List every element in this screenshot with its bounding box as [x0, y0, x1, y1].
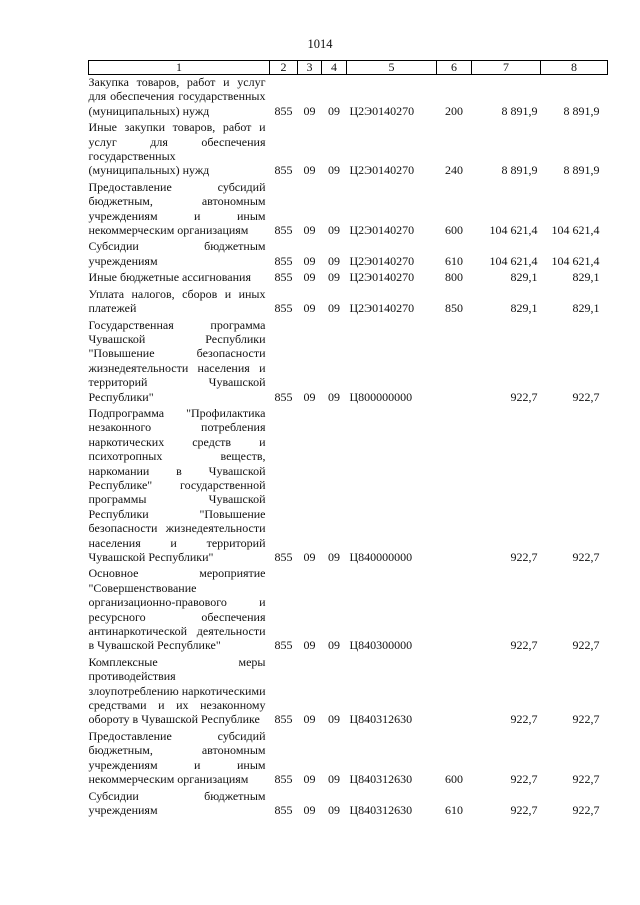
amount-col8-cell: 104 621,4	[551, 223, 600, 238]
amount-col8-cell: 922,7	[572, 802, 600, 817]
subsection-cell: 09	[328, 163, 340, 178]
amount-col8-cell: 8 891,9	[563, 163, 600, 178]
expense-type-cell: 610	[445, 253, 463, 268]
table-row	[89, 239, 608, 270]
row-name-cell: Предоставление субсидий бюджетным, автономным учреждениям и иным некоммерческим организациям	[88, 728, 266, 787]
subsection-cell: 09	[328, 301, 340, 316]
section-cell: 09	[303, 163, 316, 178]
gov-code-cell: 855	[274, 301, 293, 316]
amount-col7-cell: 922,7	[510, 772, 538, 787]
table-row	[89, 566, 608, 654]
amount-col7-cell: 104 621,4	[489, 253, 538, 268]
amount-col7-cell: 104 621,4	[489, 223, 538, 238]
section-cell: 09	[303, 550, 316, 564]
table-row	[89, 318, 608, 406]
section-cell: 09	[303, 772, 316, 787]
section-cell: 09	[303, 301, 316, 316]
table-row	[89, 120, 608, 180]
subsection-cell: 09	[328, 550, 340, 564]
column-header: 8	[541, 61, 608, 75]
target-article-cell: Ц2Э0140270	[349, 223, 415, 238]
gov-code-cell: 855	[274, 772, 293, 787]
table-row	[89, 287, 608, 318]
amount-col7-cell: 922,7	[510, 550, 538, 564]
amount-col8-cell: 922,7	[572, 550, 600, 564]
column-header: 6	[437, 61, 472, 75]
budget-table	[88, 60, 608, 819]
column-header: 2	[270, 61, 298, 75]
expense-type-cell: 200	[445, 103, 463, 118]
expense-type-cell	[437, 406, 472, 566]
amount-col7-cell: 922,7	[510, 712, 538, 727]
section-cell: 09	[303, 638, 316, 653]
expense-type-cell: 240	[445, 163, 463, 178]
table-row	[89, 655, 608, 729]
column-header: 5	[347, 61, 437, 75]
subsection-cell: 09	[328, 223, 340, 238]
gov-code-cell: 855	[274, 802, 293, 817]
expense-type-cell	[437, 655, 472, 729]
amount-col8-cell: 104 621,4	[551, 253, 600, 268]
target-article-cell: Ц840300000	[349, 638, 413, 653]
target-article-cell: Ц2Э0140270	[349, 270, 415, 285]
row-name-cell: Государственная программа Чувашской Республики "Повышение безопасности жизнедеятельности населения и территорий Чувашской Республики"	[88, 317, 266, 404]
amount-col7-cell: 8 891,9	[501, 163, 538, 178]
row-name-cell: Субсидии бюджетным учреждениям	[88, 788, 266, 817]
amount-col8-cell: 922,7	[572, 772, 600, 787]
gov-code-cell: 855	[274, 223, 293, 238]
section-cell: 09	[303, 802, 316, 817]
amount-col8-cell: 8 891,9	[563, 103, 600, 118]
amount-col7-cell: 8 891,9	[501, 103, 538, 118]
subsection-cell: 09	[328, 772, 340, 787]
table-row	[89, 75, 608, 121]
section-cell: 09	[303, 389, 316, 404]
subsection-cell: 09	[328, 270, 340, 285]
row-name-cell: Закупка товаров, работ и услуг для обеспечения государственных (муниципальных) нужд	[88, 75, 266, 118]
section-cell: 09	[303, 270, 316, 285]
row-name-cell: Иные закупки товаров, работ и услуг для обеспечения государственных (муниципальных) нужд	[88, 120, 266, 178]
expense-type-cell: 800	[445, 270, 463, 285]
table-header-row	[89, 61, 608, 75]
expense-type-cell	[437, 318, 472, 406]
table-row	[89, 180, 608, 240]
expense-type-cell: 600	[445, 772, 463, 787]
gov-code-cell: 855	[274, 270, 293, 285]
table-row	[89, 406, 608, 566]
section-cell: 09	[303, 712, 316, 727]
target-article-cell: Ц2Э0140270	[349, 253, 415, 268]
row-name-cell: Уплата налогов, сборов и иных платежей	[88, 286, 266, 316]
amount-col8-cell: 922,7	[572, 389, 600, 404]
expense-type-cell: 600	[445, 223, 463, 238]
table-body	[89, 75, 608, 820]
section-cell: 09	[303, 103, 316, 118]
amount-col7-cell: 922,7	[510, 802, 538, 817]
section-cell: 09	[303, 223, 316, 238]
column-header: 4	[322, 61, 347, 75]
table-row	[89, 270, 608, 286]
row-name-cell: Комплексные меры противодействия злоупотреблению наркотическими средствами и их незаконному обороту в Чувашской Республике	[88, 654, 266, 727]
target-article-cell: Ц840312630	[349, 802, 413, 817]
target-article-cell: Ц840312630	[349, 772, 413, 787]
expense-type-cell: 610	[445, 802, 463, 817]
section-cell: 09	[303, 253, 316, 268]
amount-col7-cell: 922,7	[510, 638, 538, 653]
target-article-cell: Ц840000000	[349, 550, 413, 564]
gov-code-cell: 855	[274, 550, 293, 564]
table-row	[89, 729, 608, 789]
gov-code-cell: 855	[274, 389, 293, 404]
target-article-cell: Ц800000000	[349, 389, 413, 404]
column-header: 7	[472, 61, 541, 75]
gov-code-cell: 855	[274, 103, 293, 118]
row-name-cell: Иные бюджетные ассигнования	[88, 270, 251, 285]
table-row	[89, 789, 608, 820]
amount-col8-cell: 922,7	[572, 638, 600, 653]
expense-type-cell	[437, 566, 472, 654]
row-name-cell: Основное мероприятие "Совершенствование организационно-правового и ресурсного обеспечения антинаркотической деятельности в Чувашской Республике"	[88, 566, 266, 653]
target-article-cell: Ц2Э0140270	[349, 163, 415, 178]
expense-type-cell: 850	[445, 301, 463, 316]
amount-col7-cell: 922,7	[510, 389, 538, 404]
subsection-cell: 09	[328, 253, 340, 268]
row-name-cell: Предоставление субсидий бюджетным, автономным учреждениям и иным некоммерческим организациям	[88, 179, 266, 238]
row-name-cell: Субсидии бюджетным учреждениям	[88, 239, 266, 268]
row-name-cell: Подпрограмма "Профилактика незаконного потребления наркотических средств и психотропных веществ, наркомании в Чувашской Республике" государственной программы Чувашской Республики "Повышение безопасности жизнедеятельности населения и территорий Чувашской Республики"	[88, 405, 266, 564]
subsection-cell: 09	[328, 802, 340, 817]
target-article-cell: Ц840312630	[349, 712, 413, 727]
gov-code-cell: 855	[274, 712, 293, 727]
column-header: 3	[298, 61, 322, 75]
target-article-cell: Ц2Э0140270	[349, 301, 415, 316]
gov-code-cell: 855	[274, 638, 293, 653]
subsection-cell: 09	[328, 103, 340, 118]
page-number: 1014	[307, 37, 333, 51]
column-header: 1	[89, 61, 270, 75]
amount-col7-cell: 829,1	[510, 301, 538, 316]
amount-col8-cell: 922,7	[572, 712, 600, 727]
amount-col8-cell: 829,1	[572, 301, 600, 316]
amount-col8-cell: 829,1	[572, 270, 600, 285]
subsection-cell: 09	[328, 389, 340, 404]
gov-code-cell: 855	[274, 163, 293, 178]
subsection-cell: 09	[328, 712, 340, 727]
gov-code-cell: 855	[274, 253, 293, 268]
subsection-cell: 09	[328, 638, 340, 653]
amount-col7-cell: 829,1	[510, 270, 538, 285]
target-article-cell: Ц2Э0140270	[349, 103, 415, 118]
